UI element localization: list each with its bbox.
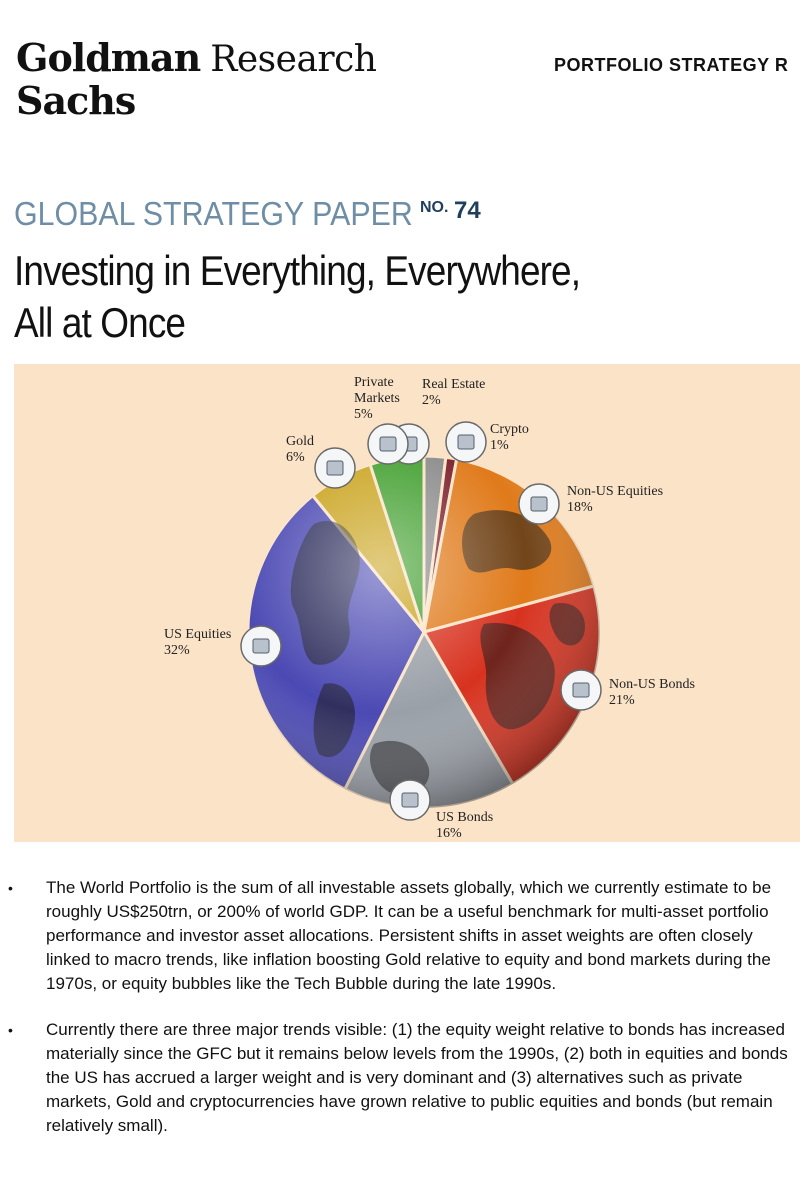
slice-label-private-markets: Private Markets 5% [354,375,400,422]
pie-chart [14,364,800,842]
slice-label-non-us-bonds: Non-US Bonds 21% [609,677,695,708]
brand-line2: Sachs [16,78,136,123]
bullet-dot: • [8,1022,13,1038]
bullet-item [8,1018,800,1138]
coin-icon [561,670,601,710]
paper-series [14,195,481,233]
bullet-text: Currently there are three major trends visible: (1) the equity weight relative to bonds has increased materially since the GFC but it remains below levels from the 1990s, (2) both in equities and bonds the US has accrued a larger weight and is very dominant and (3) alternatives such as private markets, Gold and cryptocurrencies have grown relative to public equities and bonds (but remain relatively small). [46,1020,788,1135]
bullet-item [8,876,800,996]
paper-label: GLOBAL STRATEGY PAPER [14,195,413,232]
title-line1: Investing in Everything, Everywhere, [14,247,581,294]
slice-label-us-bonds: US Bonds 16% [436,810,494,841]
brand-research: Research [210,39,377,80]
coin-icon [390,780,430,820]
goldman-sachs-logo [16,35,377,126]
title-line2: All at Once [14,299,186,346]
coin-icon [446,422,486,462]
laptop-icon [241,626,281,666]
bullet-text: The World Portfolio is the sum of all investable assets globally, which we currently estimate to be roughly US$250trn, or 200% of world GDP. It can be a useful benchmark for multi-asset portfolio performance and investor asset allocations. Persistent shifts in asset weights are often closely linked to macro trends, like inflation boosting Gold relative to equity and bond markets during the 1970s, or equity bubbles like the Tech Bubble during the late 1990s. [46,878,772,993]
page-title [14,245,794,349]
paper-no-label: NO. [420,199,449,216]
slice-label-crypto: Crypto 1% [490,422,529,453]
slice-label-non-us-equities: Non-US Equities 18% [567,484,664,515]
slice-label-gold: Gold 6% [286,434,314,465]
slice-label-us-equities: US Equities 32% [164,627,232,658]
bullet-dot: • [8,880,13,896]
paper-number: 74 [454,197,481,224]
bar-chart-icon [368,424,408,464]
gold-bar-icon [315,448,355,488]
world-portfolio-chart [14,364,800,842]
report-tag: PORTFOLIO STRATEGY R [554,55,789,75]
brand-line1: Goldman [16,35,201,80]
slice-label-real-estate: Real Estate 2% [422,377,486,408]
bullet-list [8,876,800,1160]
bank-icon [519,484,559,524]
